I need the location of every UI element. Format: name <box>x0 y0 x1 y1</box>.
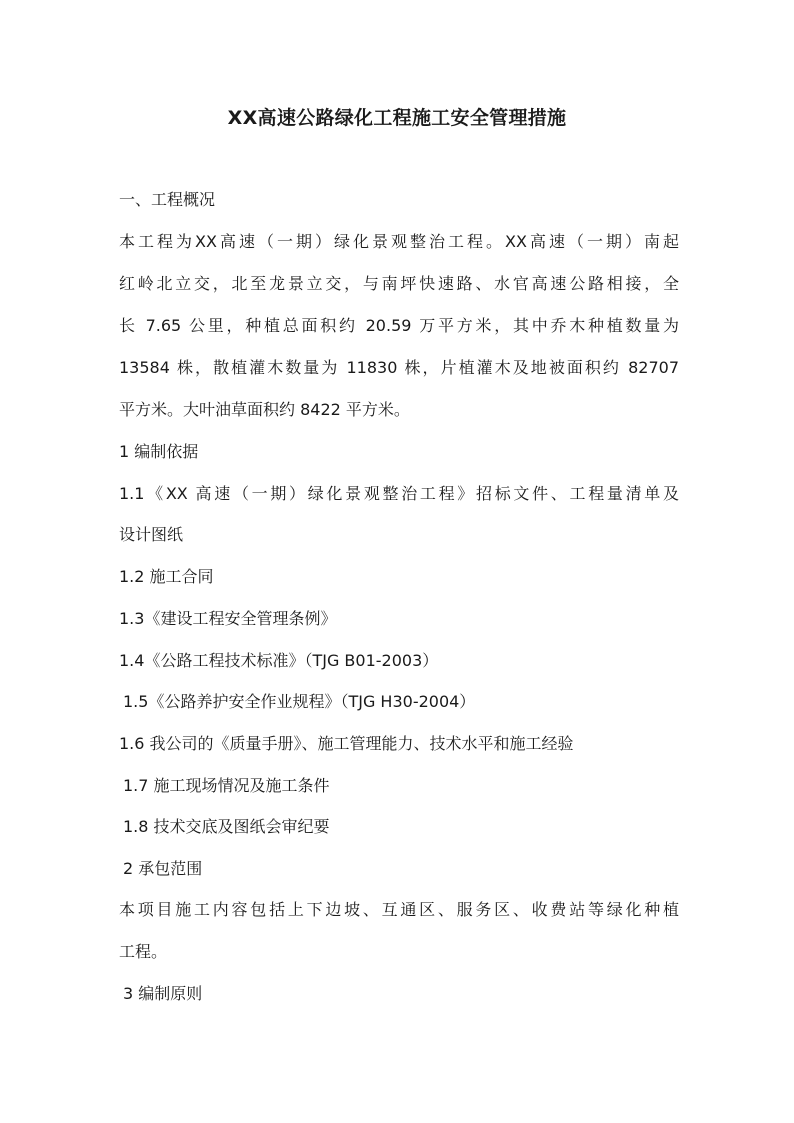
paragraph-line: 长 7.65 公里，种植总面积约 20.59 万平方米，其中乔木种植数量为 <box>119 316 679 335</box>
section-heading-principles: 3 编制原则 <box>123 984 203 1003</box>
list-item: 1.5《公路养护安全作业规程》（TJG H30-2004） <box>123 692 476 711</box>
list-item: 1.1《XX 高速（一期）绿化景观整治工程》招标文件、工程量清单及 <box>119 484 679 503</box>
paragraph-line: 本项目施工内容包括上下边坡、互通区、服务区、收费站等绿化种植 <box>119 900 679 919</box>
paragraph-line: 本工程为XX高速（一期）绿化景观整治工程。XX高速（一期）南起 <box>119 232 679 251</box>
paragraph-line: 工程。 <box>119 942 168 961</box>
section-heading-overview: 一、工程概况 <box>119 190 216 209</box>
list-item: 1.7 施工现场情况及施工条件 <box>123 776 330 795</box>
list-item: 1.2 施工合同 <box>119 567 214 586</box>
document-title: XX高速公路绿化工程施工安全管理措施 <box>227 107 567 129</box>
paragraph-line: 红岭北立交，北至龙景立交，与南坪快速路、水官高速公路相接，全 <box>119 274 679 293</box>
list-item: 1.6 我公司的《质量手册》、施工管理能力、技术水平和施工经验 <box>119 734 574 753</box>
list-item: 1.8 技术交底及图纸会审纪要 <box>123 817 330 836</box>
paragraph-line: 13584 株，散植灌木数量为 11830 株，片植灌木及地被面积约 82707 <box>119 358 679 377</box>
list-item-continuation: 设计图纸 <box>119 525 184 544</box>
list-item: 1.4《公路工程技术标准》（TJG B01-2003） <box>119 651 439 670</box>
paragraph-line: 平方米。大叶油草面积约 8422 平方米。 <box>119 400 410 419</box>
section-heading-basis: 1 编制依据 <box>119 442 199 461</box>
section-heading-scope: 2 承包范围 <box>123 859 203 878</box>
list-item: 1.3《建设工程安全管理条例》 <box>119 609 337 628</box>
